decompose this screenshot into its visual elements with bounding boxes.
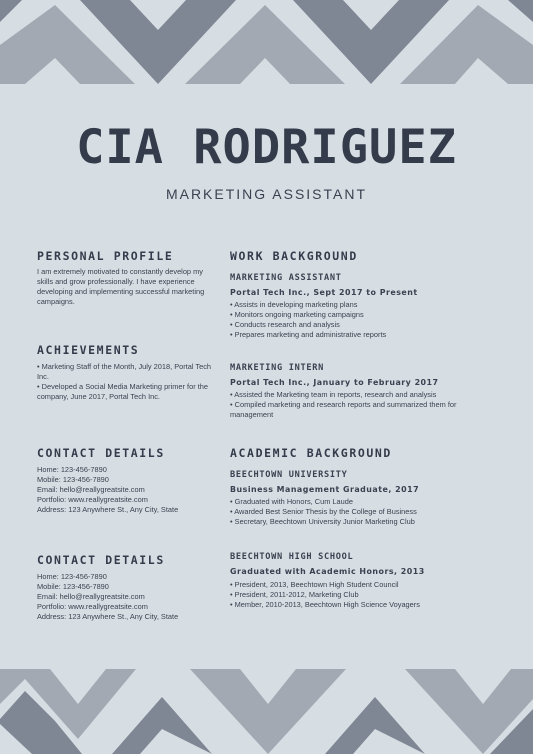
job-duties-list — [230, 300, 386, 340]
achievements-heading: ACHIEVEMENTS — [37, 343, 140, 357]
top-chevron-band — [0, 0, 533, 84]
contact-address: Address: 123 Anywhere St., Any City, State — [37, 505, 179, 514]
contact-details-heading: CONTACT DETAILS — [37, 553, 165, 567]
school-degree: Graduated with Academic Honors, 2013 — [230, 567, 425, 576]
candidate-role: MARKETING ASSISTANT — [165, 186, 368, 202]
job-title: MARKETING ASSISTANT — [230, 273, 342, 283]
list-item: • Graduated with Honors, Cum Laude — [230, 497, 353, 506]
list-item: • Awarded Best Senior Thesis by the College of Business — [230, 507, 417, 516]
list-item: • President, 2011-2012, Marketing Club — [230, 590, 359, 599]
contact-portfolio: Portfolio: www.reallygreatsite.com — [37, 602, 148, 611]
school-name: BEECHTOWN UNIVERSITY — [230, 470, 348, 480]
list-item: • Prepares marketing and administrative reports — [230, 330, 387, 339]
school-honors-list — [230, 580, 420, 610]
list-item: • Monitors ongoing marketing campaigns — [230, 310, 364, 319]
list-item: • Assists in developing marketing plans — [230, 300, 358, 309]
list-item: • Marketing Staff of the Month, July 2018, Portal Tech Inc. — [37, 362, 212, 381]
contact-details-list — [37, 465, 178, 515]
contact-home: Home: 123-456-7890 — [37, 572, 107, 581]
contact-details-list — [37, 572, 178, 622]
list-item: • Assisted the Marketing team in reports, research and analysis — [230, 390, 437, 399]
personal-profile-heading: PERSONAL PROFILE — [37, 249, 174, 263]
personal-profile-text: I am extremely motivated to constantly develop my skills and grow professionally. I have experience developing and implementing successful marketing campaigns. — [37, 267, 205, 306]
candidate-name: CIA RODRIGUEZ — [76, 120, 457, 175]
list-item: • President, 2013, Beechtown High Student Council — [230, 580, 399, 589]
bottom-chevron-band — [0, 669, 533, 754]
list-item: • Conducts research and analysis — [230, 320, 340, 329]
job-duties-list — [230, 390, 470, 420]
job-company: Portal Tech Inc., Sept 2017 to Present — [230, 288, 418, 297]
contact-home: Home: 123-456-7890 — [37, 465, 107, 474]
job-company: Portal Tech Inc., January to February 2017 — [230, 378, 439, 387]
achievements-list — [37, 362, 212, 402]
contact-email: Email: hello@reallygreatsite.com — [37, 485, 145, 494]
contact-mobile: Mobile: 123-456-7890 — [37, 582, 109, 591]
contact-portfolio: Portfolio: www.reallygreatsite.com — [37, 495, 148, 504]
contact-address: Address: 123 Anywhere St., Any City, State — [37, 612, 179, 621]
job-title: MARKETING INTERN — [230, 363, 324, 373]
contact-details-heading: CONTACT DETAILS — [37, 446, 165, 460]
list-item: • Developed a Social Media Marketing primer for the company, June 2017, Portal Tech Inc. — [37, 382, 209, 401]
academic-background-heading: ACADEMIC BACKGROUND — [230, 446, 392, 460]
school-degree: Business Management Graduate, 2017 — [230, 485, 420, 494]
school-honors-list — [230, 497, 417, 527]
school-name: BEECHTOWN HIGH SCHOOL — [230, 552, 354, 562]
contact-mobile: Mobile: 123-456-7890 — [37, 475, 109, 484]
contact-email: Email: hello@reallygreatsite.com — [37, 592, 145, 601]
list-item: • Secretary, Beechtown University Junior Marketing Club — [230, 517, 415, 526]
work-background-heading: WORK BACKGROUND — [230, 249, 358, 263]
list-item: • Compiled marketing and research reports and summarized them for management — [230, 400, 457, 419]
list-item: • Member, 2010-2013, Beechtown High Science Voyagers — [230, 600, 420, 609]
